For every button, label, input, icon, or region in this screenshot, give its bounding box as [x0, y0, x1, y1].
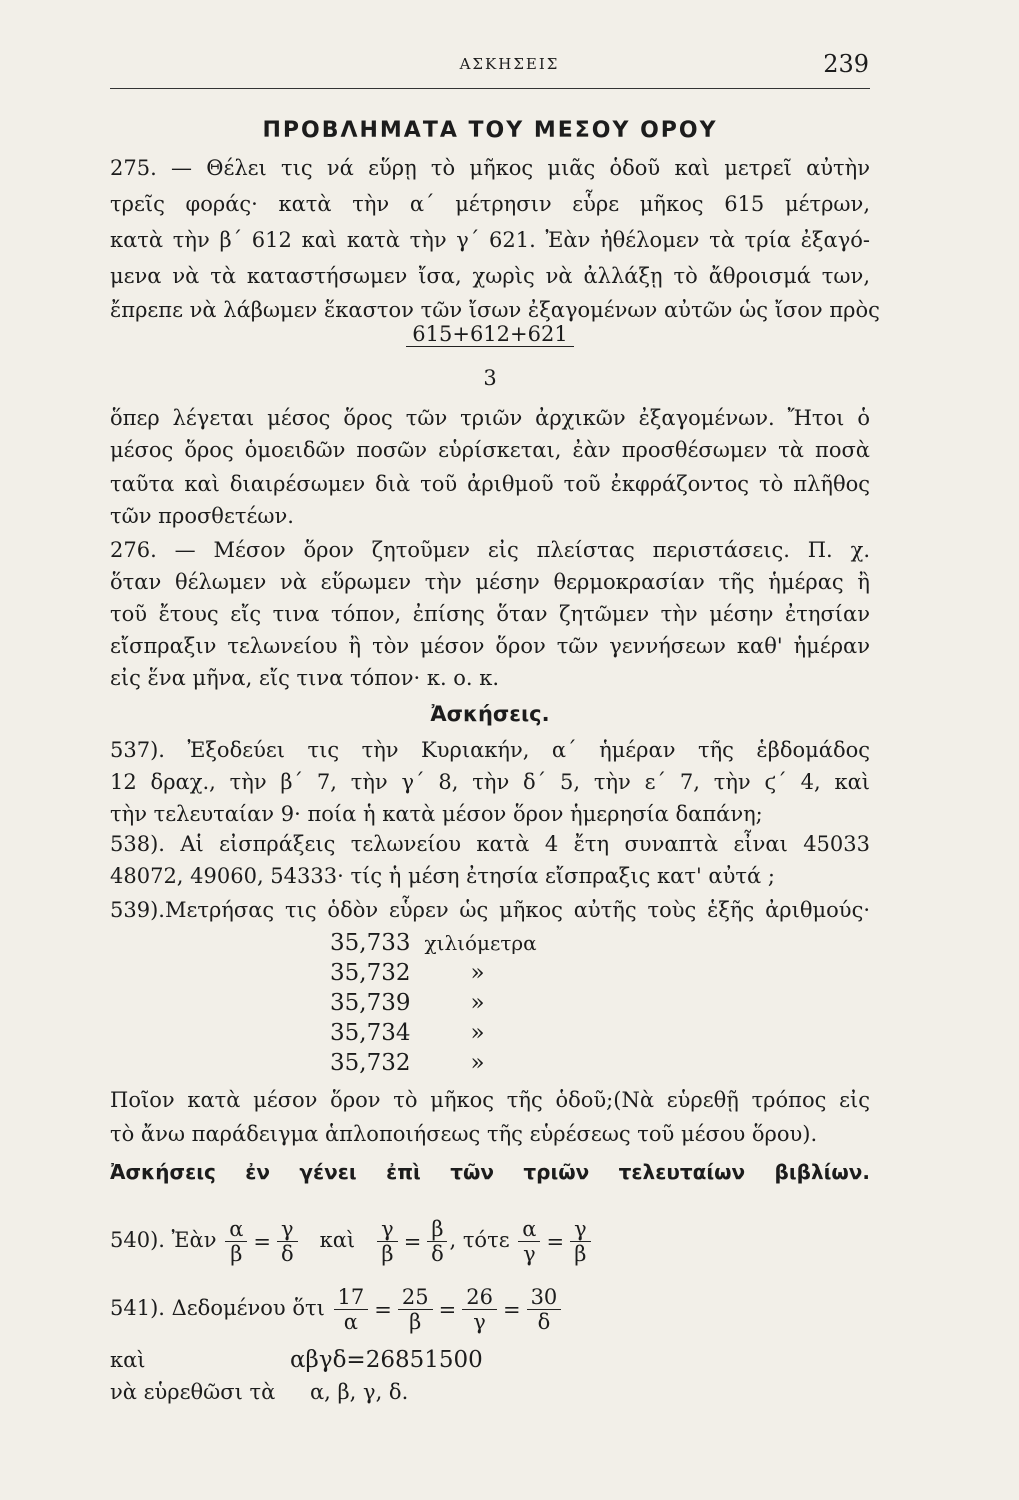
measurement-value: 35,732 — [330, 1050, 411, 1076]
para275-line-3: κατὰ τὴν β΄ 612 καὶ κατὰ τὴν γ΄ 621. Ἐὰν ἠθέλομεν τὰ τρία ἐξαγό- — [110, 228, 870, 252]
measurement-row — [330, 1048, 485, 1078]
para276-line-2: ὅταν θέλωμεν νὰ εὕρωμεν τὴν μέσην θερμοκρασίαν τῆς ἡμέρας ἢ — [110, 570, 870, 594]
fraction: $\frac{\beta}{\delta}$ — [427, 1217, 447, 1266]
para276-line-4: εἴσπραξιν τελωνείου ἢ τὸν μέσον ὅρον τῶν γεννήσεων καθ' ἡμέραν — [110, 634, 870, 658]
ex539-question-line-2: τὸ ἄνω παράδειγμα ἁπλοποιήσεως τῆς εὑρέσεως τοῦ μέσου ὅρου). — [110, 1122, 818, 1146]
measurement-row — [330, 958, 485, 988]
measurement-row — [330, 988, 485, 1018]
section-heading: ΠΡΟΒΛΗΜΑΤΑ ΤΟΥ ΜΕΣΟΥ ΟΡΟΥ — [262, 118, 718, 143]
para276-line-5: εἰς ἕνα μῆνα, εἴς τινα τόπον· κ. ο. κ. — [110, 666, 500, 690]
measurement-value: 35,739 — [330, 990, 411, 1016]
fraction: $\frac{\gamma}{\beta}$ — [570, 1217, 591, 1266]
and-label: καὶ — [110, 1348, 146, 1372]
measurement-value: 35,732 — [330, 960, 411, 986]
para275-cont-line-4: τῶν προσθετέων. — [110, 504, 294, 528]
fraction: $\frac{\gamma}{\delta}$ — [277, 1217, 298, 1266]
ex541-product-line — [110, 1346, 870, 1374]
measurement-row — [330, 928, 537, 958]
product-equation: αβγδ=26851500 — [290, 1347, 483, 1373]
ex538-line-2: 48072, 49060, 54333· τίς ἡ μέση ἐτησία εἴσπραξις κατ' αὐτά ; — [110, 864, 775, 888]
para276-line-3: τοῦ ἔτους εἴς τινα τόπον, ἐπίσης ὅταν ζητῶμεν τὴν μέσην ἐτησίαν — [110, 602, 870, 626]
ex537-line-1: 537). Ἐξοδεύει τις τὴν Κυριακήν, α΄ ἡμέραν τῆς ἑβδομάδος — [110, 738, 870, 762]
average-formula — [110, 322, 870, 347]
para275-cont-line-3: ταῦτα καὶ διαιρέσωμεν διὰ τοῦ ἀριθμοῦ τοῦ ἐκφράζοντος τὸ πλῆθος — [110, 472, 870, 496]
ex541: 541). Δεδομένου ὅτι $\frac{17}{\alpha}$ = $\frac{25}{\beta}$ = $\frac{26}{\gamma}$ = $\frac{30}{\delta}$ — [110, 1278, 870, 1340]
ex541-label: 541). Δεδομένου ὅτι — [110, 1296, 325, 1320]
measurement-value: 35,734 — [330, 1020, 411, 1046]
para275-cont-line-1: ὅπερ λέγεται μέσος ὅρος τῶν τριῶν ἀρχικῶν ἐξαγομένων. Ἤτοι ὁ — [110, 406, 870, 430]
fraction: $\frac{26}{\gamma}$ — [462, 1285, 497, 1334]
then-word: , τότε — [449, 1228, 510, 1252]
ditto-mark: » — [470, 1020, 485, 1046]
para275-line-4: μενα νὰ τὰ καταστήσωμεν ἴσα, χωρὶς νὰ ἀλλάξῃ τὸ ἄθροισμά των, — [110, 264, 870, 288]
ex540: 540). Ἐὰν $\frac{\alpha}{\beta}$ = $\frac{\gamma}{\delta}$ καὶ $\frac{\gamma}{\beta}$ = $\frac{\beta}{\delta}$ , τότε $\frac{\alpha}{\gamma}$ = $\frac{\gamma}{\beta}$ — [110, 1210, 870, 1272]
ex537-line-2: 12 δραχ., τὴν β΄ 7, τὴν γ΄ 8, τὴν δ΄ 5, τὴν ε΄ 7, τὴν ϛ΄ 4, καὶ — [110, 770, 870, 794]
running-title: ΑΣΚΗΣΕΙΣ — [459, 55, 560, 73]
general-exercises-heading: Ἀσκήσεις ἐν γένει ἐπὶ τῶν τριῶν τελευταίων βιβλίων. — [110, 1160, 870, 1184]
fraction: $\frac{\alpha}{\beta}$ — [225, 1217, 247, 1266]
fraction: $\frac{30}{\delta}$ — [527, 1285, 562, 1334]
para275-line-5: ἔπρεπε νὰ λάβωμεν ἕκαστον τῶν ἴσων ἐξαγομένων αὐτῶν ὡς ἴσον πρὸς — [110, 298, 880, 322]
para276-line-1: 276. — Μέσον ὅρον ζητοῦμεν εἰς πλείστας περιστάσεις. Π. χ. — [110, 538, 870, 562]
ex539-question-line-1: Ποῖον κατὰ μέσον ὅρον τὸ μῆκος τῆς ὁδοῦ;(Νὰ εὑρεθῇ τρόπος εἰς — [110, 1088, 870, 1112]
measurement-unit: χιλιόμετρα — [424, 931, 537, 955]
measurement-value: 35,733 — [330, 930, 411, 956]
find-label: νὰ εὑρεθῶσι τὰ — [110, 1380, 276, 1404]
para275-cont-line-2: μέσος ὅρος ὁμοειδῶν ποσῶν εὑρίσκεται, ἐὰν προσθέσωμεν τὰ ποσὰ — [110, 438, 870, 462]
ex538-line-1: 538). Αἱ εἰσπράξεις τελωνείου κατὰ 4 ἔτη συναπτὰ εἶναι 45033 — [110, 832, 870, 856]
ex541-find-line — [110, 1378, 870, 1406]
fraction: $\frac{\gamma}{\beta}$ — [377, 1217, 398, 1266]
para275-line-2: τρεῖς φοράς· κατὰ τὴν α΄ μέτρησιν εὗρε μῆκος 615 μέτρων, — [110, 192, 870, 216]
ex537-line-3: τὴν τελευταίαν 9· ποία ἡ κατὰ μέσον ὅρον ἡμερησία δαπάνη; — [110, 802, 763, 826]
average-denominator: 3 — [483, 366, 497, 390]
and-word: καὶ — [319, 1228, 356, 1252]
page-number: 239 — [823, 50, 869, 78]
measurement-row — [330, 1018, 485, 1048]
ditto-mark: » — [470, 960, 485, 986]
exercises-heading: Ἀσκήσεις. — [430, 702, 550, 726]
ex539-line: 539).Μετρήσας τις ὁδὸν εὗρεν ὡς μῆκος αὐτῆς τοὺς ἑξῆς ἀριθμούς· — [110, 898, 870, 922]
para275-line-1: 275. — Θέλει τις νά εὕρῃ τὸ μῆκος μιᾶς ὁδοῦ καὶ μετρεῖ αὐτὴν — [110, 156, 870, 180]
ditto-mark: » — [470, 990, 485, 1016]
ex540-label: 540). Ἐὰν — [110, 1228, 217, 1252]
average-numerator: 615+612+621 — [406, 322, 573, 347]
fraction: $\frac{\alpha}{\gamma}$ — [518, 1217, 540, 1266]
fraction: $\frac{17}{\alpha}$ — [334, 1285, 369, 1334]
unknowns: α, β, γ, δ. — [310, 1380, 409, 1404]
header-rule — [110, 88, 870, 89]
fraction: $\frac{25}{\beta}$ — [398, 1285, 433, 1334]
ditto-mark: » — [470, 1050, 485, 1076]
